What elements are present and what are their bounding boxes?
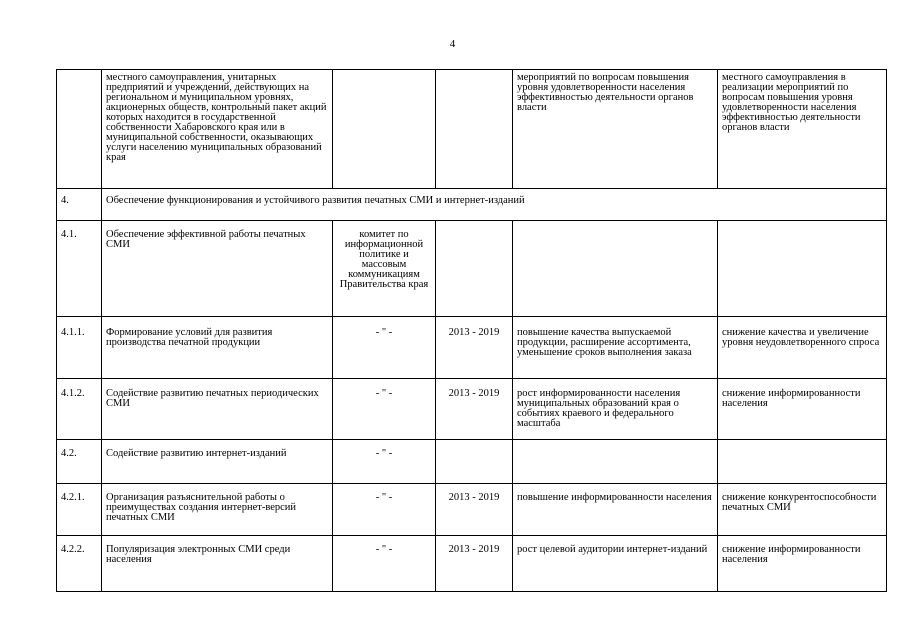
row-name: Популяризация электронных СМИ среди населения: [102, 536, 333, 592]
row-name: Обеспечение эффективной работы печатных СМИ: [102, 221, 333, 317]
table-row: [57, 440, 887, 484]
row-name: Организация разъяснительной работы о преимуществах создания интернет-версий печатных СМИ: [102, 484, 333, 536]
row-number: 4.2.2.: [57, 536, 102, 592]
row-result: повышение информированности населения: [513, 484, 718, 536]
row-number: 4.1.2.: [57, 379, 102, 440]
page-number: 4: [449, 38, 456, 50]
row-term: 2013 - 2019: [436, 379, 513, 440]
row-executor: - " -: [333, 484, 436, 536]
table-row: [57, 317, 887, 379]
row-executor: - " -: [333, 317, 436, 379]
row-name: местного самоуправления, унитарных предприятий и учреждений, действующих на региональном и муниципальном уровнях, акционерных обществ, контрольный пакет акций которых находится в государственной собственности Хабаровского края или в муниципальной собственности, оказывающих услуги населению муниципальных образований края: [102, 70, 333, 189]
row-number: 4.1.1.: [57, 317, 102, 379]
row-result: [513, 221, 718, 317]
row-result: рост информированности населения муниципальных образований края о событиях краевого и федерального масштаба: [513, 379, 718, 440]
row-term: 2013 - 2019: [436, 317, 513, 379]
row-term: [436, 221, 513, 317]
row-term: [436, 70, 513, 189]
row-effect: снижение информированности населения: [718, 536, 887, 592]
row-number: [57, 70, 102, 189]
row-effect: снижение информированности населения: [718, 379, 887, 440]
row-effect: снижение конкурентоспособности печатных СМИ: [718, 484, 887, 536]
table-row: [57, 70, 887, 189]
row-result: [513, 440, 718, 484]
row-term: [436, 440, 513, 484]
row-number: 4.2.: [57, 440, 102, 484]
row-term: 2013 - 2019: [436, 536, 513, 592]
table-row: [57, 536, 887, 592]
row-effect: местного самоуправления в реализации мероприятий по вопросам повышения уровня удовлетворенности населения эффективностью деятельности органов власти: [718, 70, 887, 189]
row-effect: [718, 440, 887, 484]
row-result: повышение качества выпускаемой продукции, расширение ассортимента, уменьшение сроков выполнения заказа: [513, 317, 718, 379]
section-title: Обеспечение функционирования и устойчивого развития печатных СМИ и интернет-изданий: [102, 189, 887, 221]
row-name: Содействие развитию печатных периодических СМИ: [102, 379, 333, 440]
row-name: Формирование условий для развития производства печатной продукции: [102, 317, 333, 379]
row-result: рост целевой аудитории интернет-изданий: [513, 536, 718, 592]
table-row: [57, 484, 887, 536]
row-term: 2013 - 2019: [436, 484, 513, 536]
row-executor: - " -: [333, 536, 436, 592]
row-effect: снижение качества и увеличение уровня неудовлетворенного спроса: [718, 317, 887, 379]
row-name: Содействие развитию интернет-изданий: [102, 440, 333, 484]
row-executor: - " -: [333, 440, 436, 484]
section-number: 4.: [57, 189, 102, 221]
row-executor: комитет по информационной политике и массовым коммуникациям Правительства края: [333, 221, 436, 317]
row-executor: - " -: [333, 379, 436, 440]
row-number: 4.2.1.: [57, 484, 102, 536]
row-effect: [718, 221, 887, 317]
plan-table: [56, 69, 887, 592]
table-row: [57, 221, 887, 317]
row-executor: [333, 70, 436, 189]
table-row: [57, 379, 887, 440]
row-number: 4.1.: [57, 221, 102, 317]
row-result: мероприятий по вопросам повышения уровня удовлетворенности населения эффективностью деятельности органов власти: [513, 70, 718, 189]
section-row: [57, 189, 887, 221]
